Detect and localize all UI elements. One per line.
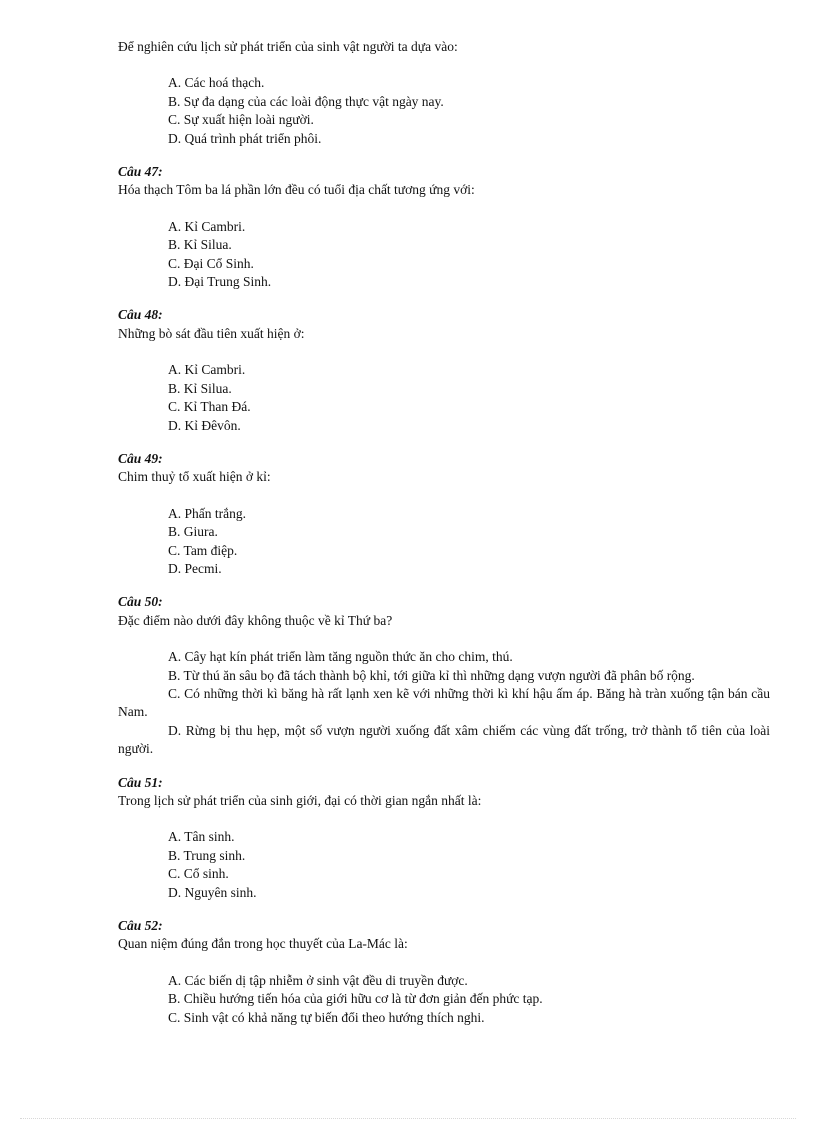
question-label: Câu 50: <box>118 594 163 610</box>
option-c: C. Tam điệp. <box>168 542 238 558</box>
option-list <box>118 828 770 902</box>
question-label: Câu 48: <box>118 307 163 323</box>
option-b: B. Kỉ Silua. <box>168 237 232 253</box>
option-b: B. Chiều hướng tiến hóa của giới hữu cơ là từ đơn giản đến phức tạp. <box>168 991 543 1007</box>
option-d: D. Rừng bị thu hẹp, một số vượn người xuống đất xâm chiếm các vùng đất trống, trở thành tổ tiên của loài người. <box>118 722 770 757</box>
option-a: A. Kỉ Cambri. <box>168 218 246 234</box>
question-label: Câu 51: <box>118 774 163 790</box>
option-list <box>118 361 770 435</box>
option-a: A. Các hoá thạch. <box>168 75 265 91</box>
page-bottom-divider <box>20 1118 796 1119</box>
option-d: D. Kỉ Đêvôn. <box>168 417 241 433</box>
option-d: D. Nguyên sinh. <box>168 884 257 900</box>
option-d: D. Đại Trung Sinh. <box>168 274 272 290</box>
question-label: Câu 52: <box>118 918 163 934</box>
option-c: C. Sinh vật có khả năng tự biến đổi theo hướng thích nghi. <box>168 1009 485 1025</box>
option-a: A. Các biến dị tập nhiễm ở sinh vật đều di truyền được. <box>168 972 468 988</box>
option-c: C. Đại Cổ Sinh. <box>168 255 254 271</box>
question-text: Những bò sát đầu tiên xuất hiện ở: <box>118 325 305 341</box>
option-c: C. Có những thời kì băng hà rất lạnh xen kẽ với những thời kì khí hậu ấm áp. Băng hà tràn xuống tận bán cầu Nam. <box>118 685 770 720</box>
document-page <box>118 38 770 1027</box>
option-list <box>118 648 770 758</box>
question-text: Chim thuỷ tổ xuất hiện ở kỉ: <box>118 469 271 485</box>
option-a: A. Cây hạt kín phát triển làm tăng nguồn thức ăn cho chim, thú. <box>168 649 513 665</box>
option-d: D. Pecmi. <box>168 560 222 576</box>
option-list <box>118 218 770 292</box>
question-text: Hóa thạch Tôm ba lá phần lớn đều có tuổi địa chất tương ứng với: <box>118 182 475 198</box>
option-list <box>118 74 770 148</box>
option-b: B. Giura. <box>168 524 218 540</box>
option-b: B. Sự đa dạng của các loài động thực vật ngày nay. <box>168 93 444 109</box>
option-d: D. Quá trình phát triển phôi. <box>168 130 322 146</box>
option-b: B. Trung sinh. <box>168 847 246 863</box>
question-text: Trong lịch sử phát triển của sinh giới, đại có thời gian ngắn nhất là: <box>118 793 482 808</box>
option-c: C. Cổ sinh. <box>168 866 229 882</box>
option-c: C. Kỉ Than Đá. <box>168 399 251 415</box>
option-b: B. Từ thú ăn sâu bọ đã tách thành bộ khỉ, tới giữa kỉ thì những dạng vượn người đã phân bố rộng. <box>168 667 695 683</box>
option-list <box>118 505 770 579</box>
option-c: C. Sự xuất hiện loài người. <box>168 112 314 128</box>
option-a: A. Phấn trắng. <box>168 505 246 521</box>
question-text: Đặc điểm nào dưới đây không thuộc về kỉ Thứ ba? <box>118 612 393 628</box>
option-list <box>118 972 770 1027</box>
question-text: Quan niệm đúng đắn trong học thuyết của La-Mác là: <box>118 936 408 952</box>
question-label: Câu 49: <box>118 450 163 466</box>
question-label: Câu 47: <box>118 164 163 180</box>
option-a: A. Kỉ Cambri. <box>168 362 246 378</box>
option-b: B. Kỉ Silua. <box>168 380 232 396</box>
option-a: A. Tân sinh. <box>168 829 235 845</box>
question-text: Để nghiên cứu lịch sử phát triển của sinh vật người ta dựa vào: <box>118 39 458 54</box>
